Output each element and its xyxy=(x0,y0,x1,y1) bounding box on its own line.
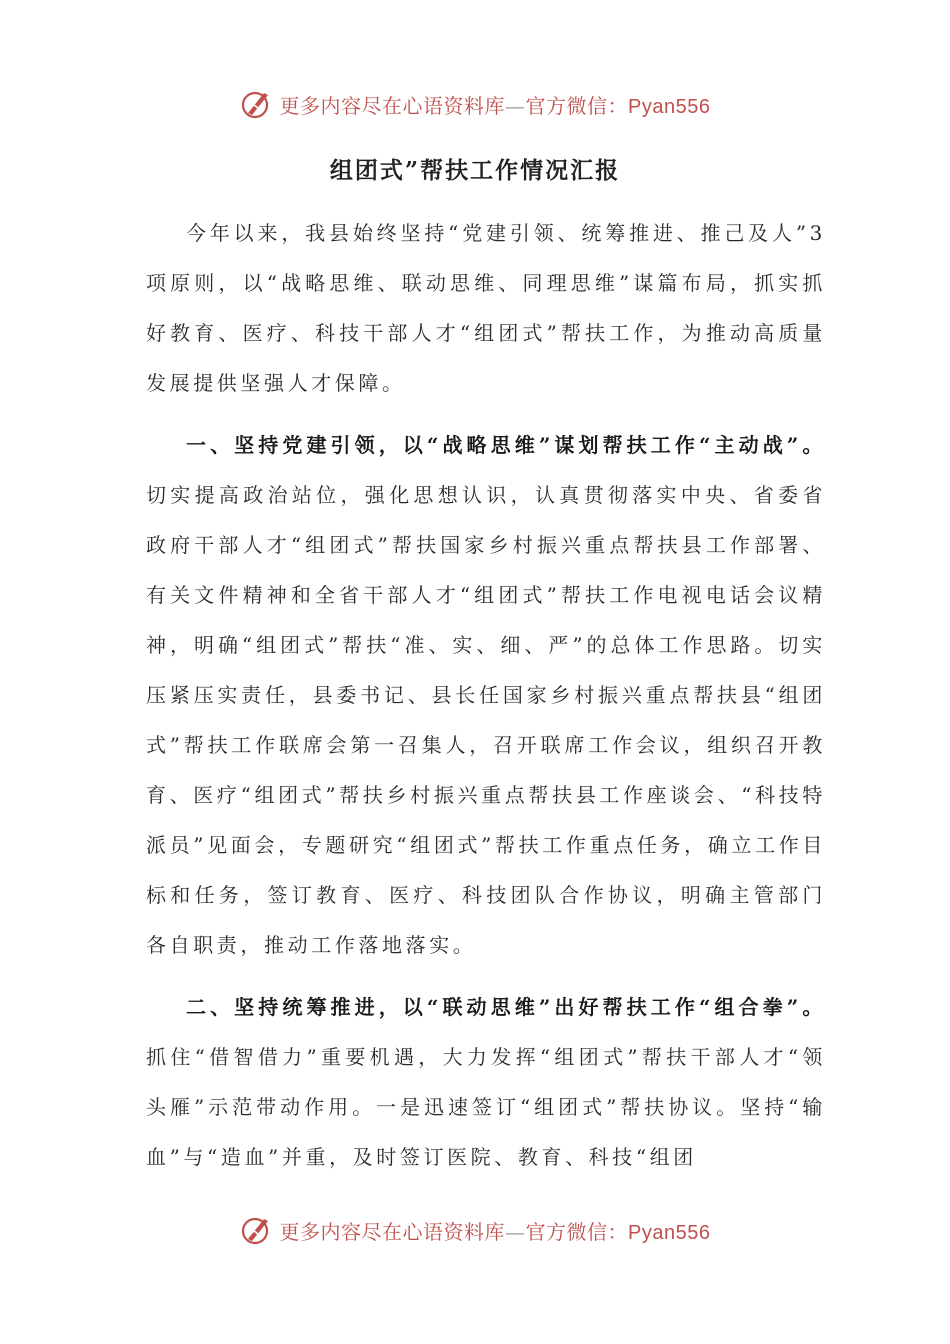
banner-dash: — xyxy=(505,93,526,118)
section-1-body: 切实提高政治站位，强化思想认识，认真贯彻落实中央、省委省政府干部人才“组团式”帮扶国家乡村振兴重点帮扶县工作部署、有关文件精神和全省干部人才“组团式”帮扶工作电视电话会议精神，明确“组团式”帮扶“准、实、细、严”的总体工作思路。切实压紧压实责任，县委书记、县长任国家乡村振兴重点帮扶县“组团式”帮扶工作联席会第一召集人，召开联席工作会议，组织召开教育、医疗“组团式”帮扶乡村振兴重点帮扶县工作座谈会、“科技特派员”见面会，专题研究“组团式”帮扶工作重点任务，确立工作目标和任务，签订教育、医疗、科技团队合作协议，明确主管部门各自职责，推动工作落地落实。 xyxy=(146,483,826,957)
document-title: 组团式”帮扶工作情况汇报 xyxy=(329,157,621,184)
footer-watermark-banner xyxy=(0,1210,950,1250)
intro-paragraph: 今年以来，我县始终坚持“党建引领、统筹推进、推己及人”3项原则，以“战略思维、联动思维、同理思维”谋篇布局，抓实抓好教育、医疗、科技干部人才“组团式”帮扶工作，为推动高质量发展提供坚强人才保障。 xyxy=(146,221,826,395)
banner-main-text: 更多内容尽在心语资料库 xyxy=(279,93,506,118)
section-1-paragraph xyxy=(146,420,826,970)
section-2-paragraph xyxy=(146,982,826,1182)
header-watermark-banner xyxy=(0,84,950,124)
banner-wechat-handle: Pyan556 xyxy=(628,95,711,118)
banner-dash: — xyxy=(505,1219,526,1244)
section-2-body: 抓住“借智借力”重要机遇，大力发挥“组团式”帮扶干部人才“领头雁”示范带动作用。一是迅速签订“组团式”帮扶协议。坚持“输血”与“造血”并重，及时签订医院、教育、科技“组团 xyxy=(146,1045,826,1169)
section-1-heading: 一、坚持党建引领，以“战略思维”谋划帮扶工作“主动战”。 xyxy=(186,433,826,457)
document-body xyxy=(146,208,826,1182)
banner-wechat-label: 官方微信： xyxy=(525,1219,629,1244)
banner-text xyxy=(280,90,711,119)
banner-main-text: 更多内容尽在心语资料库 xyxy=(279,1219,506,1244)
section-2-heading: 二、坚持统筹推进，以“联动思维”出好帮扶工作“组合拳”。 xyxy=(186,995,826,1019)
quill-pen-logo-icon xyxy=(240,1213,274,1247)
banner-text xyxy=(280,1216,711,1245)
banner-wechat-label: 官方微信： xyxy=(525,93,629,118)
quill-pen-logo-icon xyxy=(240,87,274,121)
banner-wechat-handle: Pyan556 xyxy=(628,1221,711,1244)
